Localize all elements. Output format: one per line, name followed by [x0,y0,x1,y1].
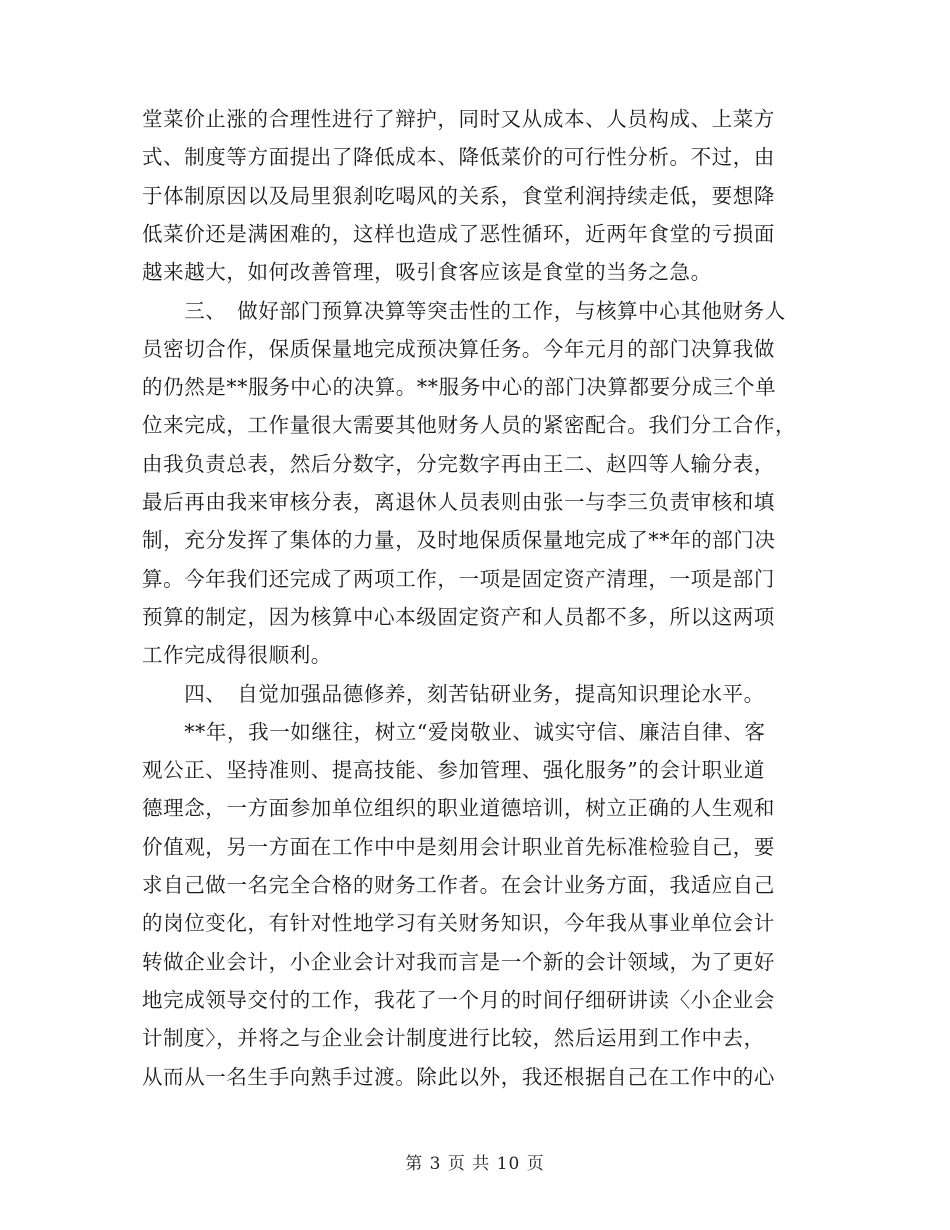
section-heading-3: 三、 做好部门预算决算等突击性的工作，与核算中心其他财务人 [142,298,786,323]
text-line: 观公正、坚持准则、提高技能、参加管理、强化服务”的会计职业道 [142,758,765,783]
text-line: 位来完成，工作量很大需要其他财务人员的紧密配合。我们分工合作， [142,413,797,438]
text-line: 制，充分发挥了集体的力量，及时地保质保量地完成了**年的部门决 [142,528,776,553]
text-line: 低菜价还是满困难的，这样也造成了恶性循环，近两年食堂的亏损面 [142,221,775,246]
text-line: 于体制原因以及局里狠刹吃喝风的关系，食堂利润持续走低，要想降 [142,183,775,208]
text-line: 由我负责总表，然后分数字，分完数字再由王二、赵四等人输分表， [142,451,775,476]
text-line: 地完成领导交付的工作，我花了一个月的时间仔细研讲读〈小企业会 [142,987,775,1012]
text-line: 越来越大，如何改善管理，吸引食客应该是食堂的当务之急。 [142,260,712,285]
text-line: **年，我一如继往，树立“爱岗敬业、诚实守信、廉洁自律、客 [142,719,766,744]
text-line: 堂菜价止涨的合理性进行了辩护，同时又从成本、人员构成、上菜方 [142,107,775,131]
text-line: 转做企业会计，小企业会计对我而言是一个新的会计领域，为了更好 [142,949,775,974]
text-line: 的岗位变化，有针对性地学习有关财务知识，今年我从事业单位会计 [142,911,775,936]
text-line: 德理念，一方面参加单位组织的职业道德培训，树立正确的人生观和 [142,796,775,821]
text-line: 预算的制定，因为核算中心本级固定资产和人员都不多，所以这两项 [142,604,775,629]
text-line: 价值观，另一方面在工作中中是刻用会计职业首先标准检验自己，要 [142,834,775,859]
text-line: 求自己做一名完全合格的财务工作者。在会计业务方面，我适应自己 [142,873,775,897]
text-line: 算。今年我们还完成了两项工作，一项是固定资产清理，一项是部门 [142,566,775,591]
text-line: 的仍然是**服务中心的决算。**服务中心的部门决算都要分成三个单 [142,375,777,400]
text-line: 员密切合作，保质保量地完成预决算任务。今年元月的部门决算我做 [142,336,775,361]
text-line: 式、制度等方面提出了降低成本、降低菜价的可行性分析。不过，由 [142,145,775,170]
text-line: 从而从一名生手向熟手过渡。除此以外，我还根据自己在工作中的心 [142,1064,775,1089]
page-number-footer: 第 3 页 共 10 页 [405,1154,545,1174]
text-line: 计制度〉，并将之与企业会计制度进行比较，然后运用到工作中去， [142,1026,765,1051]
text-line: 工作完成得很顺利。 [142,643,332,668]
section-heading-4: 四、 自觉加强品德修养，刻苦钻研业务，提高知识理论水平。 [142,681,765,706]
text-line: 最后再由我来审核分表，离退休人员表则由张一与李三负责审核和填 [142,490,775,514]
